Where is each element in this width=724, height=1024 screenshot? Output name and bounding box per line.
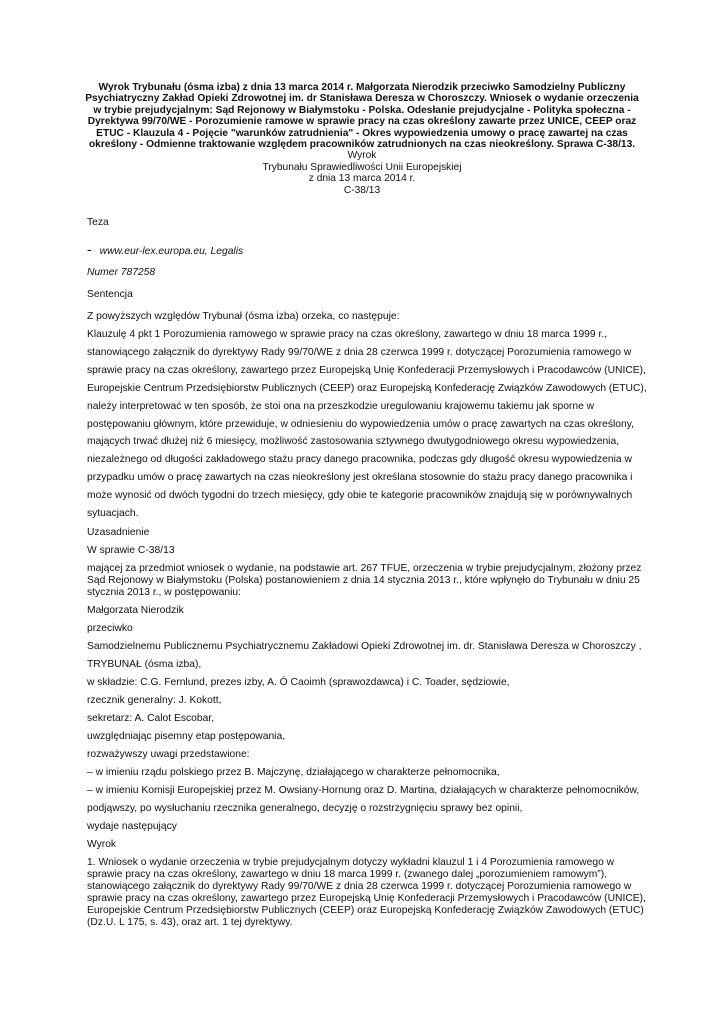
sentencja-heading: Sentencja [87,289,133,300]
request-paragraph: mającej za przedmiot wniosek o wydanie, na podstawie art. 267 TFUE, orzeczenia w trybie prejudycjalnym, złożony przez Sąd Rejonowy w Białymstoku (Polska) postanowieniem z dnia 14 stycznia 2013 r., które wpłynęło do Trybunału w dniu 25 stycznia 2013 r., w postępowaniu: [87,562,642,598]
decision-line: podjąwszy, po wysłuchaniu rzecznika generalnego, decyzję o rozstrzygnięciu sprawy bez opinii, [87,802,523,814]
sentencja-intro: Z powyższych względów Trybunał (ósma izba) orzeka, co następuje: [87,311,400,322]
document-header [80,82,644,196]
written-procedure-line: uwzględniając pisemny etap postępowania, [87,730,286,742]
party-applicant: Małgorzata Nierodzik [87,604,184,616]
document-number: Numer 787258 [87,267,156,278]
case-intro: W sprawie C-38/13 [87,544,175,556]
paragraph-1: 1. Wniosek o wydanie orzeczenia w trybie prejudycjalnym dotyczy wykładni klauzul 1 i 4 Porozumienia ramowego w sprawie pracy na czas określony, zawartego w dniu 18 marca 1999 r. (zwanego dalej „porozumieniem ramowym”), stanowiącego załącznik do dyrektywy Rady 99/70/WE z dnia 28 czerwca 1999 r. dotyczącej Porozumienia ramowego w sprawie pracy na czas określony, zawartego przez Europejską Unię Konfederacji Przemysłowych i Pracodawców (UNICE), Europejskie Centrum Przedsiębiorstw Publicznych (CEEP) oraz Europejską Konfederację Związków Zawodowych (ETUC) (Dz.U. L 175, s. 43), oraz art. 1 tej dyrektywy. [87,856,646,928]
commission-observation: – w imieniu Komisji Europejskiej przez M. Owsiany-Hornung oraz D. Martina, działających w charakterze pełnomocników, [87,784,640,796]
court-name: Trybunału Sprawiedliwości Unii Europejskiej [262,161,462,173]
registrar-line: sekretarz: A. Calot Escobar, [87,712,215,724]
delivers-line: wydaje następujący [87,820,177,832]
composition-line: w składzie: C.G. Fernlund, prezes izby, A. Ó Caoimh (sprawozdawca) i C. Toader, sędziowie, [87,676,510,688]
source-line [87,243,647,258]
document-body [87,217,647,935]
government-observation: – w imieniu rządu polskiego przez B. Majczynę, działającego w charakterze pełnomocnika, [87,766,500,778]
sentencja-text: Klauzulę 4 pkt 1 Porozumienia ramowego w sprawie pracy na czas określony, zawartego w dniu 18 marca 1999 r., stanowiącego załącznik do dyrektywy Rady 99/70/WE z dnia 28 czerwca 1999 r. dotyczącej Porozumienia ramowego w sprawie pracy na czas określony, zawartego przez Europejską Unię Konfederacji Przemysłowych i Pracodawców (UNICE), Europejskie Centrum Przedsiębiorstw Publicznych (CEEP) oraz Europejską Konfederację Związków Zawodowych (ETUC), należy interpretować w ten sposób, że stoi ona na przeszkodzie uregulowaniu krajowemu takiemu jak sporne w postępowaniu głównym, które przewiduje, w odniesieniu do wypowiedzenia umów o pracę zawartych na czas określony, mających trwać dłużej niż 6 miesięcy, możliwość zastosowania sztywnego dwutygodniowego okresu wypowiedzenia, niezależnego od długości zakładowego stażu pracy danego pracownika, podczas gdy długość okresu wypowiedzenia w przypadku umów o pracę zawartych na czas nieokreślony jest określana stosownie do stażu pracy danego pracownika i może wynosić od dwóch tygodni do trzech miesięcy, gdy obie te kategorie pracowników znajdują się w porównywalnych sytuacjach. [87,329,647,520]
doc-type: Wyrok [347,150,377,162]
judgment-title: Wyrok Trybunału (ósma izba) z dnia 13 marca 2014 r. Małgorzata Nierodzik przeciwko Samodzielny Publiczny Psychiatryczny Zakład Opieki Zdrowotnej im. dr Stanisława Deresza w Choroszczy. Wniosek o wydanie orzeczenia w trybie prejudycjalnym: Sąd Rejonowy w Białymstoku - Polska. Odesłanie prejudycjalne - Polityka społeczna - Dyrektywa 99/70/WE - Porozumienie ramowe w sprawie pracy na czas określony zawarte przez UNICE, CEEP oraz ETUC - Klauzula 4 - Pojęcie "warunków zatrudnienia" - Okres wypowiedzenia umowy o pracę zawartej na czas określony - Odmienne traktowanie względem pracowników zatrudnionych na czas nieokreślony. Sprawa C-38/13. [85,82,639,151]
observations-line: rozważywszy uwagi przedstawione: [87,748,250,760]
source-text: www.eur-lex.europa.eu, Legalis [99,246,244,257]
versus-label: przeciwko [87,622,133,634]
judgment-heading: Wyrok [87,838,117,850]
teza-heading: Teza [87,217,109,228]
case-number: C-38/13 [343,184,381,196]
court-name-line: TRYBUNAŁ (ósma izba), [87,658,202,670]
uzasadnienie-heading: Uzasadnienie [87,526,150,538]
source-dash: - [87,241,92,257]
party-defendant: Samodzielnemu Publicznemu Psychiatrycznemu Zakładowi Opieki Zdrowotnej im. dr. Stanisława Deresza w Choroszczy , [87,640,642,652]
judgment-date: z dnia 13 marca 2014 r. [308,173,416,185]
advocate-general-line: rzecznik generalny: J. Kokott, [87,694,222,706]
